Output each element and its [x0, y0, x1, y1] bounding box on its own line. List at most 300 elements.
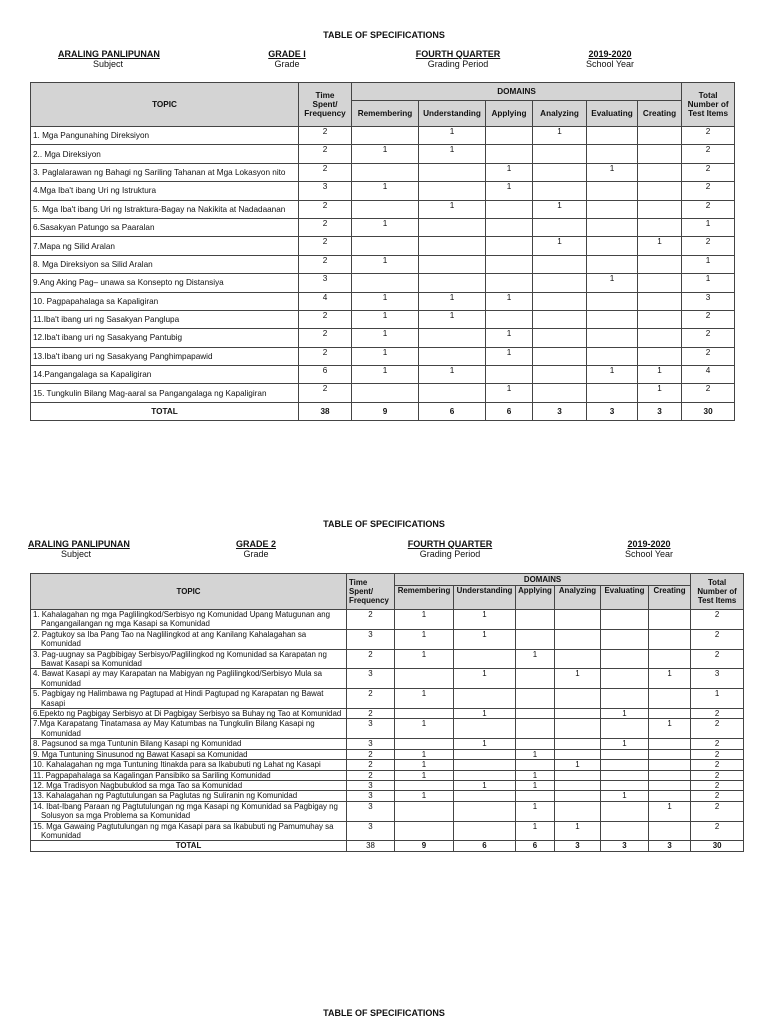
grade-label: Grade: [274, 59, 300, 69]
topic-cell: 5. Mga Iba't ibang Uri ng Istraktura-Bagay na Nakikita at Nadadaanan: [31, 200, 299, 218]
value-cell: 1: [649, 719, 691, 739]
value-cell: 1: [395, 791, 454, 801]
value-cell: [486, 310, 533, 328]
table-row: [31, 649, 744, 669]
value-cell: 2: [299, 127, 352, 145]
value-cell: [638, 329, 682, 347]
spec-table-grade-2: [30, 573, 744, 852]
value-cell: 2: [682, 347, 735, 365]
value-cell: 1: [352, 145, 419, 163]
value-cell: [516, 669, 555, 689]
value-cell: 1: [486, 163, 533, 181]
value-cell: 1: [638, 237, 682, 255]
table-row: [31, 689, 744, 709]
value-cell: [555, 610, 601, 630]
value-cell: [395, 669, 454, 689]
total-cell: 3: [638, 402, 682, 420]
value-cell: 1: [395, 610, 454, 630]
table-row: [31, 739, 744, 749]
value-cell: 2: [347, 760, 395, 770]
total-cell: 6: [486, 402, 533, 420]
value-cell: [638, 218, 682, 236]
value-cell: 1: [601, 709, 649, 719]
subject-block-1: [58, 49, 158, 69]
value-cell: [601, 760, 649, 770]
time-header: Time Spent/ Frequency: [299, 83, 352, 127]
value-cell: [649, 791, 691, 801]
total-row: [31, 402, 735, 420]
value-cell: 2: [691, 610, 744, 630]
year-block-1: [575, 49, 645, 69]
table-row: [31, 218, 735, 236]
topic-cell: 1. Mga Pangunahing Direksiyon: [31, 127, 299, 145]
table-row: [31, 292, 735, 310]
total-cell: 3: [601, 841, 649, 851]
topic-cell: 7.Mga Karapatang Tinatamasa ay May Katumbas na Tungkulin Bilang Kasapi ng Komunidad: [31, 719, 347, 739]
page-title-1: TABLE OF SPECIFICATIONS: [323, 30, 445, 40]
year-block-2: [614, 539, 684, 559]
topic-cell: 6.Epekto ng Pagbigay Serbisyo at Di Pagbigay Serbisyo sa Buhay ng Tao at Komunidad: [31, 709, 347, 719]
value-cell: [555, 719, 601, 739]
value-cell: 1: [649, 801, 691, 821]
value-cell: [516, 629, 555, 649]
value-cell: 2: [682, 163, 735, 181]
topic-header: TOPIC: [31, 574, 347, 610]
value-cell: [533, 218, 587, 236]
value-cell: [649, 749, 691, 759]
total-items-header: Total Number of Test Items: [682, 83, 735, 127]
table-row: [31, 719, 744, 739]
value-cell: 1: [454, 610, 516, 630]
value-cell: [395, 709, 454, 719]
value-cell: [587, 329, 638, 347]
grade-value: GRADE I: [268, 49, 306, 59]
value-cell: 1: [352, 310, 419, 328]
value-cell: [395, 739, 454, 749]
value-cell: 1: [486, 384, 533, 402]
value-cell: [419, 255, 486, 273]
value-cell: 2: [299, 347, 352, 365]
domains-header: DOMAINS: [352, 83, 682, 101]
topic-cell: 9.Ang Aking Pag– unawa sa Konsepto ng Distansiya: [31, 274, 299, 292]
value-cell: [486, 366, 533, 384]
value-cell: 1: [454, 739, 516, 749]
value-cell: [516, 689, 555, 709]
value-cell: 1: [352, 182, 419, 200]
evaluating-header: Evaluating: [601, 586, 649, 610]
value-cell: 1: [419, 145, 486, 163]
value-cell: 3: [299, 274, 352, 292]
value-cell: [419, 347, 486, 365]
value-cell: [533, 274, 587, 292]
topic-cell: 14.Pangangalaga sa Kapaligiran: [31, 366, 299, 384]
value-cell: [454, 749, 516, 759]
remembering-header: Remembering: [395, 586, 454, 610]
period-block-2: [400, 539, 500, 559]
value-cell: 2: [347, 689, 395, 709]
value-cell: [352, 237, 419, 255]
value-cell: 1: [454, 780, 516, 790]
period-value: FOURTH QUARTER: [407, 539, 493, 549]
value-cell: [638, 182, 682, 200]
topic-cell: 10. Kahalagahan ng mga Tuntuning Itinakda para sa Ikabubuti ng Lahat ng Kasapi: [31, 760, 347, 770]
table-row: [31, 749, 744, 759]
value-cell: [533, 366, 587, 384]
understanding-header: Understanding: [419, 101, 486, 127]
analyzing-header: Analyzing: [533, 101, 587, 127]
topic-cell: 3. Pag-uugnay sa Pagbibigay Serbisyo/Paglilingkod ng Komunidad sa Karapatan ng Bawat Kasapi sa Komunidad: [31, 649, 347, 669]
page-title-3: TABLE OF SPECIFICATIONS: [323, 1008, 445, 1018]
value-cell: [395, 821, 454, 841]
value-cell: 2: [682, 237, 735, 255]
year-label: School Year: [624, 549, 674, 559]
table-row: [31, 200, 735, 218]
value-cell: 4: [299, 292, 352, 310]
period-label: Grading Period: [419, 549, 481, 559]
value-cell: 2: [347, 709, 395, 719]
total-cell: 6: [419, 402, 486, 420]
table-row: [31, 127, 735, 145]
value-cell: 1: [587, 274, 638, 292]
value-cell: [601, 689, 649, 709]
applying-header: Applying: [516, 586, 555, 610]
value-cell: 1: [419, 310, 486, 328]
topic-cell: 11. Pagpapahalaga sa Kagalingan Pansibiko sa Sariling Komunidad: [31, 770, 347, 780]
spec-table-grade-1: [30, 82, 735, 421]
value-cell: 1: [352, 255, 419, 273]
value-cell: [419, 329, 486, 347]
domains-header: DOMAINS: [395, 574, 691, 586]
value-cell: 1: [395, 760, 454, 770]
value-cell: [638, 292, 682, 310]
value-cell: 2: [299, 200, 352, 218]
value-cell: [486, 274, 533, 292]
time-header: Time Spent/ Frequency: [347, 574, 395, 610]
value-cell: [638, 274, 682, 292]
value-cell: [649, 739, 691, 749]
value-cell: 6: [299, 366, 352, 384]
value-cell: 1: [682, 255, 735, 273]
value-cell: 1: [486, 329, 533, 347]
table-row: [31, 610, 744, 630]
value-cell: 1: [587, 366, 638, 384]
table-row: [31, 182, 735, 200]
value-cell: 2: [682, 310, 735, 328]
value-cell: [587, 292, 638, 310]
subject-label: Subject: [60, 549, 92, 559]
value-cell: 2: [691, 821, 744, 841]
value-cell: 2: [691, 760, 744, 770]
subject-value: ARALING PANLIPUNAN: [58, 49, 160, 59]
value-cell: 3: [347, 791, 395, 801]
value-cell: [587, 127, 638, 145]
value-cell: 1: [352, 366, 419, 384]
value-cell: [486, 145, 533, 163]
value-cell: 2: [682, 329, 735, 347]
creating-header: Creating: [638, 101, 682, 127]
period-label: Grading Period: [427, 59, 489, 69]
year-value: 2019-2020: [588, 49, 632, 59]
topic-cell: 13. Kahalagahan ng Pagtutulungan sa Paglutas ng Suliranin ng Komunidad: [31, 791, 347, 801]
value-cell: [601, 719, 649, 739]
total-cell: 3: [555, 841, 601, 851]
value-cell: 1: [454, 709, 516, 719]
value-cell: [516, 739, 555, 749]
value-cell: [638, 163, 682, 181]
total-cell: 30: [682, 402, 735, 420]
value-cell: [533, 255, 587, 273]
value-cell: 2: [299, 255, 352, 273]
applying-header: Applying: [486, 101, 533, 127]
value-cell: [587, 218, 638, 236]
value-cell: [587, 310, 638, 328]
value-cell: 2: [691, 801, 744, 821]
value-cell: [601, 749, 649, 759]
topic-cell: 12. Mga Tradisyon Nagbubuklod sa mga Tao sa Komunidad: [31, 780, 347, 790]
value-cell: 2: [682, 145, 735, 163]
total-cell: 9: [395, 841, 454, 851]
value-cell: [649, 760, 691, 770]
value-cell: [587, 182, 638, 200]
grade-label: Grade: [243, 549, 269, 559]
table-row: [31, 237, 735, 255]
value-cell: 3: [299, 182, 352, 200]
value-cell: 2: [299, 310, 352, 328]
remembering-header: Remembering: [352, 101, 419, 127]
value-cell: [419, 163, 486, 181]
value-cell: 3: [347, 669, 395, 689]
value-cell: 1: [638, 366, 682, 384]
value-cell: [516, 610, 555, 630]
value-cell: 1: [682, 218, 735, 236]
total-cell: 3: [533, 402, 587, 420]
topic-cell: 12.Iba't ibang uri ng Sasakyang Pantubig: [31, 329, 299, 347]
value-cell: 2: [299, 218, 352, 236]
value-cell: [352, 384, 419, 402]
value-cell: 1: [454, 669, 516, 689]
value-cell: 1: [555, 669, 601, 689]
value-cell: [395, 780, 454, 790]
value-cell: 2: [682, 200, 735, 218]
value-cell: 1: [516, 801, 555, 821]
value-cell: [486, 127, 533, 145]
topic-cell: 10. Pagpapahalaga sa Kapaligiran: [31, 292, 299, 310]
value-cell: [587, 200, 638, 218]
value-cell: [555, 739, 601, 749]
value-cell: 1: [638, 384, 682, 402]
topic-cell: 15. Tungkulin Bilang Mag-aaral sa Pangangalaga ng Kapaligiran: [31, 384, 299, 402]
table-row: [31, 347, 735, 365]
value-cell: 2: [682, 182, 735, 200]
grade-block-1: [250, 49, 324, 69]
value-cell: 1: [516, 749, 555, 759]
topic-cell: 13.Iba't ibang uri ng Sasakyang Panghimpapawid: [31, 347, 299, 365]
value-cell: 3: [682, 292, 735, 310]
value-cell: 2: [347, 770, 395, 780]
topic-cell: 4.Mga Iba't ibang Uri ng Istruktura: [31, 182, 299, 200]
value-cell: 1: [419, 292, 486, 310]
grade-value: GRADE 2: [235, 539, 276, 549]
value-cell: 2: [691, 749, 744, 759]
value-cell: 3: [347, 821, 395, 841]
value-cell: 4: [682, 366, 735, 384]
topic-cell: 2. Pagtukoy sa Iba Pang Tao na Naglilingkod at ang Kanilang Kahalagahan sa Komunidad: [31, 629, 347, 649]
value-cell: 2: [691, 649, 744, 669]
total-cell: 3: [587, 402, 638, 420]
value-cell: [516, 791, 555, 801]
value-cell: 3: [347, 719, 395, 739]
value-cell: 1: [486, 347, 533, 365]
value-cell: [555, 770, 601, 780]
value-cell: 2: [691, 739, 744, 749]
value-cell: 1: [601, 791, 649, 801]
value-cell: 2: [299, 384, 352, 402]
value-cell: 1: [419, 127, 486, 145]
value-cell: [649, 629, 691, 649]
value-cell: [555, 780, 601, 790]
value-cell: 3: [347, 780, 395, 790]
value-cell: 2: [347, 610, 395, 630]
value-cell: 3: [691, 669, 744, 689]
topic-cell: 7.Mapa ng Silid Aralan: [31, 237, 299, 255]
value-cell: 1: [352, 329, 419, 347]
value-cell: 1: [486, 182, 533, 200]
value-cell: [555, 801, 601, 821]
value-cell: [419, 182, 486, 200]
value-cell: 1: [516, 649, 555, 669]
value-cell: [587, 347, 638, 365]
table-row: [31, 384, 735, 402]
table-row: [31, 329, 735, 347]
value-cell: 1: [587, 163, 638, 181]
value-cell: 2: [691, 791, 744, 801]
value-cell: [486, 255, 533, 273]
value-cell: 2: [691, 709, 744, 719]
value-cell: [601, 669, 649, 689]
value-cell: [516, 719, 555, 739]
value-cell: 1: [352, 218, 419, 236]
value-cell: [601, 649, 649, 669]
value-cell: 2: [347, 749, 395, 759]
value-cell: [601, 821, 649, 841]
value-cell: [555, 649, 601, 669]
value-cell: 1: [419, 200, 486, 218]
value-cell: [587, 237, 638, 255]
value-cell: 2: [691, 770, 744, 780]
value-cell: 2: [299, 163, 352, 181]
value-cell: [649, 770, 691, 780]
value-cell: [638, 347, 682, 365]
value-cell: [419, 237, 486, 255]
value-cell: 1: [352, 292, 419, 310]
value-cell: 1: [395, 719, 454, 739]
value-cell: [454, 791, 516, 801]
value-cell: [454, 719, 516, 739]
value-cell: [587, 145, 638, 163]
value-cell: [638, 127, 682, 145]
value-cell: 1: [555, 760, 601, 770]
table-row: [31, 145, 735, 163]
value-cell: [649, 689, 691, 709]
value-cell: [533, 329, 587, 347]
value-cell: 1: [533, 127, 587, 145]
value-cell: [649, 610, 691, 630]
value-cell: [601, 770, 649, 780]
value-cell: 1: [395, 629, 454, 649]
topic-cell: 3. Paglalarawan ng Bahagi ng Sariling Tahanan at Mga Lokasyon nito: [31, 163, 299, 181]
value-cell: [601, 780, 649, 790]
value-cell: [533, 182, 587, 200]
value-cell: [533, 163, 587, 181]
value-cell: [516, 760, 555, 770]
value-cell: 2: [682, 127, 735, 145]
value-cell: 1: [516, 780, 555, 790]
value-cell: [601, 610, 649, 630]
topic-cell: 5. Pagbigay ng Halimbawa ng Pagtupad at Hindi Pagtupad ng Karapatan ng Bawat Kasapi: [31, 689, 347, 709]
value-cell: [638, 200, 682, 218]
table-row: [31, 669, 744, 689]
value-cell: 3: [347, 739, 395, 749]
creating-header: Creating: [649, 586, 691, 610]
value-cell: 1: [533, 200, 587, 218]
value-cell: 1: [454, 629, 516, 649]
value-cell: [419, 274, 486, 292]
value-cell: [638, 145, 682, 163]
value-cell: [454, 760, 516, 770]
value-cell: 1: [486, 292, 533, 310]
year-value: 2019-2020: [627, 539, 671, 549]
topic-cell: 6.Sasakyan Patungo sa Paaralan: [31, 218, 299, 236]
value-cell: [533, 292, 587, 310]
value-cell: [555, 629, 601, 649]
value-cell: [649, 649, 691, 669]
value-cell: 2: [691, 719, 744, 739]
table-row: [31, 760, 744, 770]
value-cell: [649, 709, 691, 719]
value-cell: [395, 801, 454, 821]
value-cell: [555, 749, 601, 759]
value-cell: [638, 310, 682, 328]
value-cell: 1: [516, 821, 555, 841]
value-cell: 1: [601, 739, 649, 749]
value-cell: [649, 780, 691, 790]
total-cell: 6: [516, 841, 555, 851]
value-cell: 2: [691, 629, 744, 649]
value-cell: 2: [299, 329, 352, 347]
value-cell: 2: [347, 649, 395, 669]
total-cell: 38: [347, 841, 395, 851]
value-cell: [454, 689, 516, 709]
value-cell: [486, 200, 533, 218]
value-cell: 2: [299, 145, 352, 163]
table-row: [31, 366, 735, 384]
year-label: School Year: [585, 59, 635, 69]
value-cell: [587, 384, 638, 402]
understanding-header: Understanding: [454, 586, 516, 610]
topic-cell: 8. Mga Direksiyon sa Silid Aralan: [31, 255, 299, 273]
period-value: FOURTH QUARTER: [415, 49, 501, 59]
subject-label: Subject: [92, 59, 124, 69]
value-cell: 1: [395, 770, 454, 780]
value-cell: 1: [555, 821, 601, 841]
table-row: [31, 255, 735, 273]
value-cell: [352, 163, 419, 181]
value-cell: [454, 649, 516, 669]
total-label: TOTAL: [31, 841, 347, 851]
value-cell: 1: [395, 749, 454, 759]
value-cell: [352, 200, 419, 218]
table-row: [31, 821, 744, 841]
